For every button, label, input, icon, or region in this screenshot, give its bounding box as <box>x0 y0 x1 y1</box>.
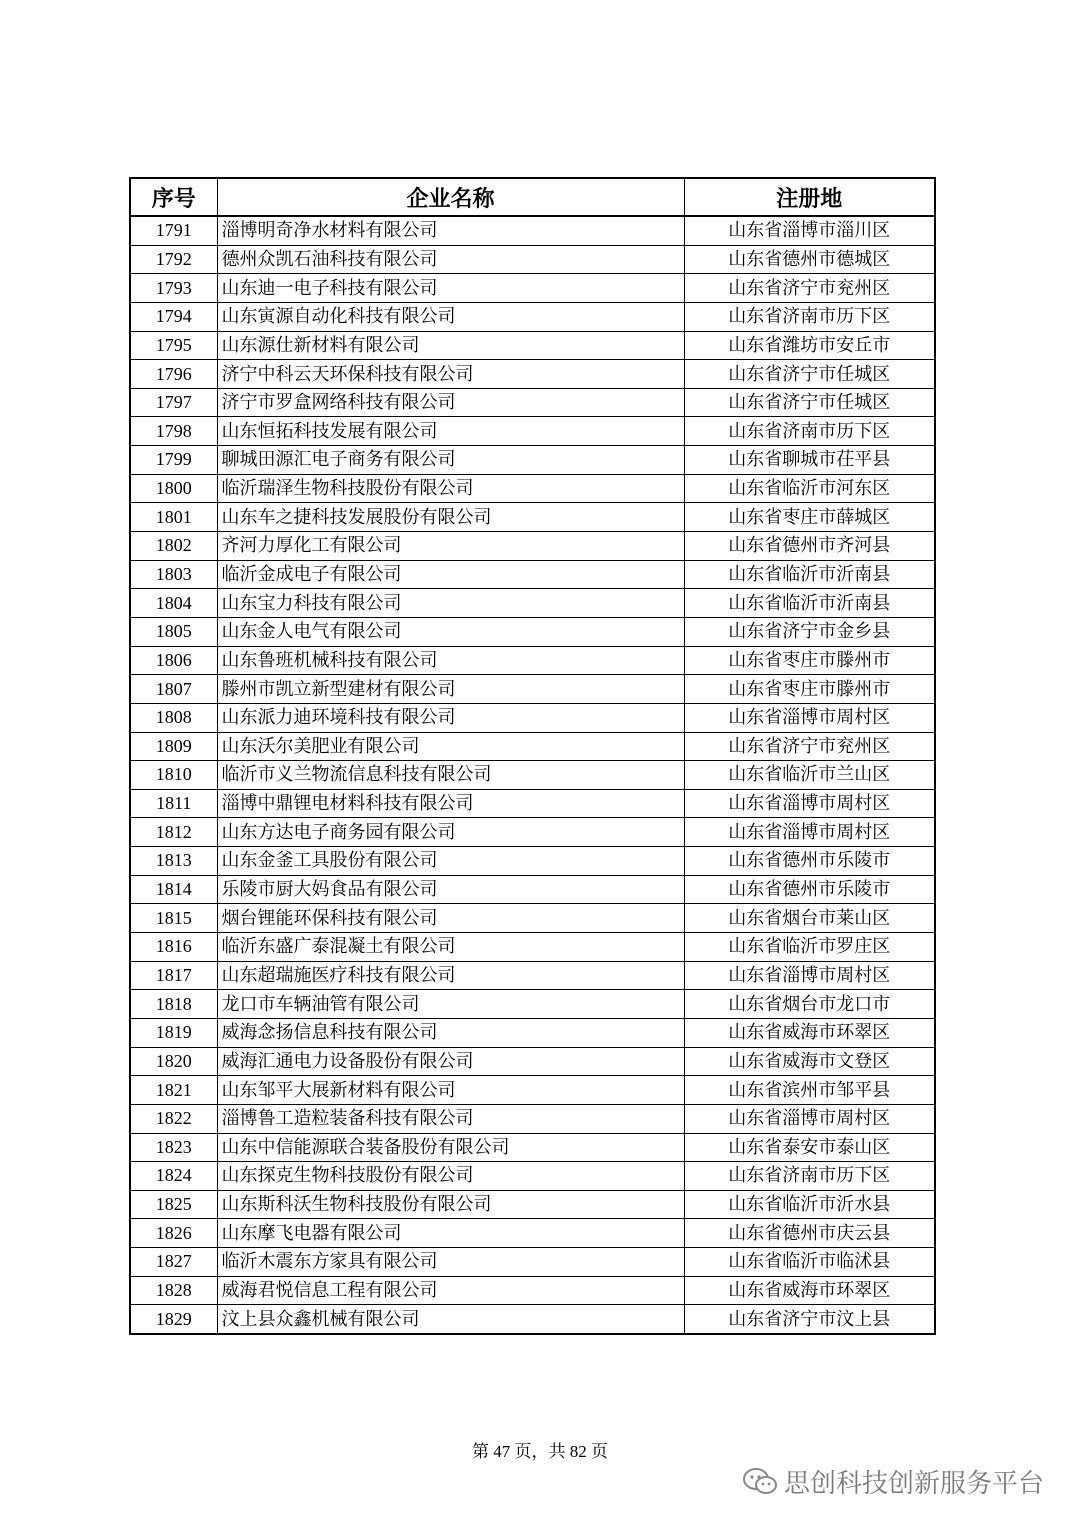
wechat-icon <box>742 1467 778 1497</box>
cell-no: 1800 <box>130 474 217 503</box>
cell-name: 临沂木震东方家具有限公司 <box>217 1248 684 1277</box>
cell-location: 山东省临沂市沂水县 <box>684 1190 935 1219</box>
cell-location: 山东省潍坊市安丘市 <box>684 331 935 360</box>
cell-no: 1823 <box>130 1133 217 1162</box>
cell-no: 1817 <box>130 961 217 990</box>
cell-location: 山东省泰安市泰山区 <box>684 1133 935 1162</box>
cell-no: 1795 <box>130 331 217 360</box>
table-row <box>130 360 935 389</box>
cell-no: 1821 <box>130 1076 217 1105</box>
table-row <box>130 789 935 818</box>
table-row <box>130 818 935 847</box>
cell-name: 齐河力厚化工有限公司 <box>217 532 684 561</box>
cell-no: 1816 <box>130 933 217 962</box>
table-row <box>130 1133 935 1162</box>
cell-location: 山东省烟台市龙口市 <box>684 990 935 1019</box>
table-row <box>130 503 935 532</box>
cell-location: 山东省济南市历下区 <box>684 302 935 331</box>
cell-location: 山东省德州市乐陵市 <box>684 847 935 876</box>
cell-name: 济宁中科云天环保科技有限公司 <box>217 360 684 389</box>
cell-name: 德州众凯石油科技有限公司 <box>217 245 684 274</box>
cell-no: 1806 <box>130 646 217 675</box>
cell-location: 山东省枣庄市滕州市 <box>684 646 935 675</box>
cell-location: 山东省临沂市临沭县 <box>684 1248 935 1277</box>
cell-name: 山东金釜工具股份有限公司 <box>217 847 684 876</box>
table-row <box>130 532 935 561</box>
cell-location: 山东省枣庄市薛城区 <box>684 503 935 532</box>
table-row <box>130 961 935 990</box>
cell-name: 山东邹平大展新材料有限公司 <box>217 1076 684 1105</box>
cell-no: 1794 <box>130 302 217 331</box>
cell-name: 山东派力迪环境科技有限公司 <box>217 703 684 732</box>
cell-name: 山东恒拓科技发展有限公司 <box>217 417 684 446</box>
cell-no: 1822 <box>130 1104 217 1133</box>
cell-location: 山东省烟台市莱山区 <box>684 904 935 933</box>
cell-no: 1808 <box>130 703 217 732</box>
cell-no: 1829 <box>130 1305 217 1334</box>
cell-location: 山东省临沂市罗庄区 <box>684 933 935 962</box>
table-body <box>130 216 935 1334</box>
table-header-row <box>130 178 935 216</box>
cell-no: 1796 <box>130 360 217 389</box>
cell-name: 临沂市义兰物流信息科技有限公司 <box>217 761 684 790</box>
cell-no: 1805 <box>130 617 217 646</box>
cell-no: 1828 <box>130 1276 217 1305</box>
cell-name: 烟台锂能环保科技有限公司 <box>217 904 684 933</box>
cell-name: 淄博中鼎锂电材料科技有限公司 <box>217 789 684 818</box>
cell-name: 山东源仕新材料有限公司 <box>217 331 684 360</box>
cell-name: 山东沃尔美肥业有限公司 <box>217 732 684 761</box>
table-row <box>130 589 935 618</box>
table-row <box>130 933 935 962</box>
table-row <box>130 847 935 876</box>
table-row <box>130 675 935 704</box>
table-row <box>130 646 935 675</box>
table-row <box>130 1305 935 1334</box>
cell-name: 山东车之捷科技发展股份有限公司 <box>217 503 684 532</box>
table-row <box>130 1219 935 1248</box>
cell-name: 山东斯科沃生物科技股份有限公司 <box>217 1190 684 1219</box>
cell-no: 1804 <box>130 589 217 618</box>
cell-no: 1797 <box>130 388 217 417</box>
cell-name: 临沂金成电子有限公司 <box>217 560 684 589</box>
cell-name: 山东迪一电子科技有限公司 <box>217 274 684 303</box>
cell-name: 乐陵市厨大妈食品有限公司 <box>217 875 684 904</box>
cell-name: 济宁市罗盒网络科技有限公司 <box>217 388 684 417</box>
cell-name: 山东方达电子商务园有限公司 <box>217 818 684 847</box>
cell-no: 1824 <box>130 1162 217 1191</box>
cell-location: 山东省德州市庆云县 <box>684 1219 935 1248</box>
cell-no: 1807 <box>130 675 217 704</box>
cell-location: 山东省济宁市汶上县 <box>684 1305 935 1334</box>
cell-no: 1809 <box>130 732 217 761</box>
cell-name: 淄博明奇净水材料有限公司 <box>217 216 684 245</box>
cell-name: 山东探克生物科技股份有限公司 <box>217 1162 684 1191</box>
cell-location: 山东省淄博市周村区 <box>684 961 935 990</box>
table-row <box>130 417 935 446</box>
cell-name: 威海念扬信息科技有限公司 <box>217 1018 684 1047</box>
cell-location: 山东省济宁市兖州区 <box>684 732 935 761</box>
cell-location: 山东省临沂市兰山区 <box>684 761 935 790</box>
cell-no: 1826 <box>130 1219 217 1248</box>
table-row <box>130 875 935 904</box>
cell-name: 龙口市车辆油管有限公司 <box>217 990 684 1019</box>
cell-location: 山东省德州市齐河县 <box>684 532 935 561</box>
cell-location: 山东省德州市乐陵市 <box>684 875 935 904</box>
table-row <box>130 1190 935 1219</box>
cell-location: 山东省淄博市周村区 <box>684 818 935 847</box>
cell-no: 1813 <box>130 847 217 876</box>
cell-location: 山东省济南市历下区 <box>684 1162 935 1191</box>
cell-no: 1799 <box>130 446 217 475</box>
cell-no: 1798 <box>130 417 217 446</box>
cell-location: 山东省威海市环翠区 <box>684 1276 935 1305</box>
cell-location: 山东省济宁市任城区 <box>684 388 935 417</box>
cell-location: 山东省济宁市兖州区 <box>684 274 935 303</box>
table-row <box>130 761 935 790</box>
table-row <box>130 1248 935 1277</box>
table-row <box>130 302 935 331</box>
cell-name: 威海君悦信息工程有限公司 <box>217 1276 684 1305</box>
header-no: 序号 <box>130 178 217 216</box>
cell-name: 威海汇通电力设备股份有限公司 <box>217 1047 684 1076</box>
table-row <box>130 1018 935 1047</box>
cell-name: 临沂东盛广泰混凝土有限公司 <box>217 933 684 962</box>
cell-no: 1812 <box>130 818 217 847</box>
cell-location: 山东省临沂市沂南县 <box>684 589 935 618</box>
cell-no: 1819 <box>130 1018 217 1047</box>
enterprise-table <box>129 177 936 1335</box>
table-row <box>130 331 935 360</box>
cell-no: 1820 <box>130 1047 217 1076</box>
cell-name: 汶上县众鑫机械有限公司 <box>217 1305 684 1334</box>
table-row <box>130 990 935 1019</box>
cell-no: 1791 <box>130 216 217 245</box>
header-location: 注册地 <box>684 178 935 216</box>
table-row <box>130 388 935 417</box>
cell-location: 山东省淄博市周村区 <box>684 1104 935 1133</box>
cell-location: 山东省济南市历下区 <box>684 417 935 446</box>
cell-location: 山东省济宁市金乡县 <box>684 617 935 646</box>
table-row <box>130 1276 935 1305</box>
cell-no: 1801 <box>130 503 217 532</box>
table-row <box>130 904 935 933</box>
cell-location: 山东省淄博市淄川区 <box>684 216 935 245</box>
cell-no: 1802 <box>130 532 217 561</box>
table-row <box>130 245 935 274</box>
cell-name: 山东金人电气有限公司 <box>217 617 684 646</box>
cell-location: 山东省德州市德城区 <box>684 245 935 274</box>
cell-no: 1811 <box>130 789 217 818</box>
cell-no: 1803 <box>130 560 217 589</box>
cell-name: 山东超瑞施医疗科技有限公司 <box>217 961 684 990</box>
cell-name: 山东中信能源联合装备股份有限公司 <box>217 1133 684 1162</box>
table-row <box>130 1104 935 1133</box>
header-name: 企业名称 <box>217 178 684 216</box>
table-row <box>130 560 935 589</box>
watermark <box>742 1463 1044 1500</box>
cell-no: 1825 <box>130 1190 217 1219</box>
cell-no: 1793 <box>130 274 217 303</box>
cell-no: 1827 <box>130 1248 217 1277</box>
cell-no: 1815 <box>130 904 217 933</box>
table-row <box>130 446 935 475</box>
page-number: 第 47 页，共 82 页 <box>472 1442 608 1461</box>
table-row <box>130 732 935 761</box>
table-row <box>130 216 935 245</box>
table-row <box>130 1076 935 1105</box>
cell-location: 山东省威海市环翠区 <box>684 1018 935 1047</box>
watermark-text: 思创科技创新服务平台 <box>783 1469 1044 1499</box>
cell-location: 山东省淄博市周村区 <box>684 703 935 732</box>
table-row <box>130 274 935 303</box>
cell-location: 山东省济宁市任城区 <box>684 360 935 389</box>
cell-name: 山东寅源自动化科技有限公司 <box>217 302 684 331</box>
cell-name: 山东鲁班机械科技有限公司 <box>217 646 684 675</box>
cell-no: 1792 <box>130 245 217 274</box>
cell-name: 山东摩飞电器有限公司 <box>217 1219 684 1248</box>
table-row <box>130 1162 935 1191</box>
cell-no: 1814 <box>130 875 217 904</box>
cell-location: 山东省临沂市河东区 <box>684 474 935 503</box>
cell-location: 山东省滨州市邹平县 <box>684 1076 935 1105</box>
cell-name: 淄博鲁工造粒装备科技有限公司 <box>217 1104 684 1133</box>
cell-no: 1818 <box>130 990 217 1019</box>
cell-name: 山东宝力科技有限公司 <box>217 589 684 618</box>
table-row <box>130 474 935 503</box>
cell-name: 滕州市凯立新型建材有限公司 <box>217 675 684 704</box>
cell-no: 1810 <box>130 761 217 790</box>
cell-location: 山东省威海市文登区 <box>684 1047 935 1076</box>
table-row <box>130 617 935 646</box>
cell-location: 山东省枣庄市滕州市 <box>684 675 935 704</box>
cell-name: 聊城田源汇电子商务有限公司 <box>217 446 684 475</box>
table-row <box>130 703 935 732</box>
table-row <box>130 1047 935 1076</box>
cell-location: 山东省聊城市茌平县 <box>684 446 935 475</box>
cell-name: 临沂瑞泽生物科技股份有限公司 <box>217 474 684 503</box>
cell-location: 山东省淄博市周村区 <box>684 789 935 818</box>
cell-location: 山东省临沂市沂南县 <box>684 560 935 589</box>
